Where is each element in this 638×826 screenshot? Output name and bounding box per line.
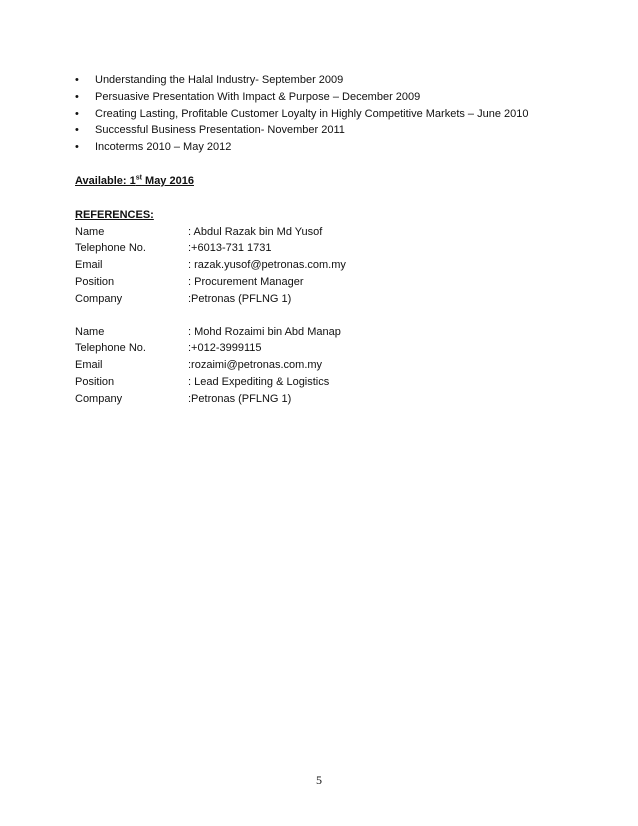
reference-company-row bbox=[75, 291, 575, 308]
list-item bbox=[75, 122, 575, 139]
reference-phone-row bbox=[75, 240, 575, 257]
availability-line bbox=[75, 173, 575, 190]
course-text: Creating Lasting, Profitable Customer Loyalty in Highly Competitive Markets – June 2010 bbox=[95, 107, 529, 120]
reference-position-value: : Lead Expediting & Logistics bbox=[188, 375, 330, 388]
reference-phone-row bbox=[75, 340, 575, 357]
page-content bbox=[75, 72, 575, 408]
list-item bbox=[75, 72, 575, 89]
page-number: 5 bbox=[316, 773, 322, 787]
bullet-icon: • bbox=[75, 90, 79, 103]
reference-company-row bbox=[75, 391, 575, 408]
availability-suffix: May 2016 bbox=[141, 174, 194, 187]
availability-prefix: Available: 1 bbox=[75, 174, 136, 187]
reference-company-label: Company bbox=[75, 292, 123, 305]
courses-list bbox=[75, 72, 575, 156]
reference-name-row bbox=[75, 224, 575, 241]
bullet-icon: • bbox=[75, 74, 79, 86]
reference-email-label: Email bbox=[75, 359, 103, 372]
reference-email-row bbox=[75, 357, 575, 374]
course-text: Successful Business Presentation- November 2011 bbox=[95, 124, 345, 137]
reference-name-label: Name bbox=[75, 225, 105, 238]
reference-position-value: : Procurement Manager bbox=[188, 275, 304, 288]
bullet-icon: • bbox=[75, 124, 79, 137]
reference-name-label: Name bbox=[75, 325, 105, 338]
reference-phone-label: Telephone No. bbox=[75, 242, 146, 255]
reference-name-value: : Abdul Razak bin Md Yusof bbox=[188, 225, 323, 238]
reference-phone-value: :+6013-731 1731 bbox=[188, 242, 272, 255]
list-item bbox=[75, 106, 575, 123]
reference-position-label: Position bbox=[75, 275, 115, 288]
reference-company-label: Company bbox=[75, 392, 123, 405]
reference-entry-1 bbox=[75, 224, 575, 308]
list-item bbox=[75, 89, 575, 106]
reference-email-value: : razak.yusof@petronas.com.my bbox=[188, 259, 346, 272]
reference-position-label: Position bbox=[75, 375, 115, 388]
reference-email-row bbox=[75, 257, 575, 274]
reference-name-row bbox=[75, 324, 575, 341]
reference-phone-value: :+012-3999115 bbox=[188, 342, 262, 355]
reference-email-value: :rozaimi@petronas.com.my bbox=[188, 359, 323, 372]
references-heading: REFERENCES: bbox=[75, 208, 154, 221]
availability-ordinal: st bbox=[135, 174, 142, 182]
reference-company-value: :Petronas (PFLNG 1) bbox=[188, 292, 292, 305]
reference-entry-2 bbox=[75, 324, 575, 408]
list-item bbox=[75, 139, 575, 156]
reference-position-row bbox=[75, 274, 575, 291]
reference-name-value: : Mohd Rozaimi bin Abd Manap bbox=[188, 325, 341, 338]
reference-position-row bbox=[75, 374, 575, 391]
course-text: Understanding the Halal Industry- September 2009 bbox=[95, 74, 344, 86]
reference-company-value: :Petronas (PFLNG 1) bbox=[188, 392, 292, 405]
course-text: Persuasive Presentation With Impact & Purpose – December 2009 bbox=[95, 90, 421, 103]
bullet-icon: • bbox=[75, 107, 79, 120]
reference-email-label: Email bbox=[75, 259, 103, 272]
bullet-icon: • bbox=[75, 141, 79, 154]
reference-phone-label: Telephone No. bbox=[75, 342, 146, 355]
course-text: Incoterms 2010 – May 2012 bbox=[95, 141, 232, 154]
